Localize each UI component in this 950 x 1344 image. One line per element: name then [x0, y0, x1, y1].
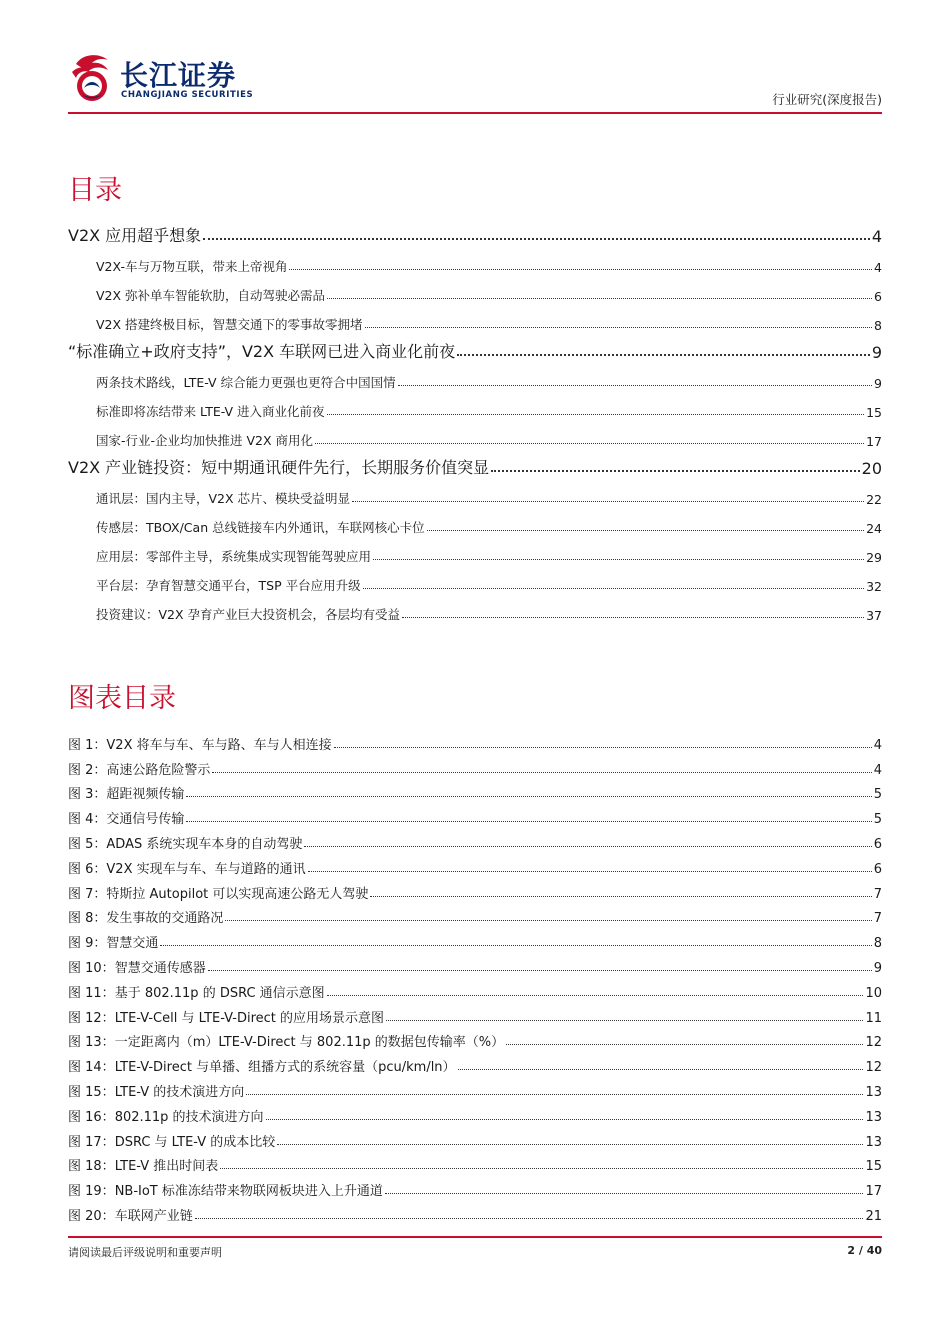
dot-leader	[195, 1218, 864, 1219]
figure-number: 图 7：	[68, 886, 107, 902]
figure-list-item[interactable]	[68, 1075, 882, 1100]
figure-caption: 智慧交通	[106, 936, 159, 952]
phoenix-logo-icon	[68, 50, 116, 106]
dot-leader	[506, 1044, 863, 1045]
figure-list-item[interactable]	[68, 877, 882, 902]
figure-list-item[interactable]	[68, 951, 882, 976]
report-type: 行业研究(深度报告)	[772, 92, 882, 107]
logo-chinese-name: 长江证券	[120, 59, 237, 92]
figure-number: 图 19：	[68, 1184, 115, 1200]
figure-page: 4	[873, 737, 882, 753]
figure-number: 图 14：	[68, 1060, 115, 1076]
toc-section-link[interactable]	[68, 217, 882, 246]
toc-entry-page: 6	[874, 289, 882, 304]
figure-page: 11	[865, 1010, 882, 1026]
dot-leader	[289, 269, 872, 270]
toc-entry-title: V2X 产业链投资：短中期通讯硬件先行，长期服务价值突显	[68, 458, 490, 477]
toc-section-link[interactable]	[68, 449, 882, 478]
dot-leader	[386, 1020, 863, 1021]
figure-caption: NB-IoT 标准冻结带来物联网板块进入上升通道	[114, 1184, 383, 1200]
dot-leader	[212, 772, 871, 773]
figure-caption: 高速公路危险警示	[106, 762, 211, 778]
toc-entry-title: 平台层：孕育智慧交通平台，TSP 平台应用升级	[96, 578, 361, 593]
figure-page: 10	[865, 985, 882, 1001]
dot-leader	[327, 414, 865, 415]
logo-english-name: CHANGJIANG SECURITIES	[121, 90, 254, 100]
figure-caption: 一定距离内（m）LTE-V-Direct 与 802.11p 的数据包传输率（%）	[114, 1035, 505, 1051]
toc-subsection-link[interactable]	[68, 536, 882, 565]
figure-list-item[interactable]	[68, 802, 882, 827]
dot-leader	[352, 501, 864, 502]
figure-list-item[interactable]	[68, 827, 882, 852]
figure-page: 12	[865, 1060, 882, 1076]
figure-caption: LTE-V 推出时间表	[114, 1159, 219, 1175]
figure-entry-label	[68, 1155, 218, 1174]
toc-subsection-link[interactable]	[68, 275, 882, 304]
toc-entry-page: 20	[861, 459, 882, 478]
figure-caption: 802.11p 的技术演进方向	[114, 1109, 264, 1125]
figure-list-item[interactable]	[68, 1125, 882, 1150]
figure-number: 图 9：	[68, 936, 107, 952]
figure-number: 图 13：	[68, 1035, 115, 1051]
toc-subsection-link[interactable]	[68, 362, 882, 391]
figure-list	[68, 728, 882, 1224]
figure-caption: LTE-V 的技术演进方向	[114, 1084, 245, 1100]
figure-number: 图 12：	[68, 1010, 115, 1026]
toc-subsection-link[interactable]	[68, 391, 882, 420]
toc-entry-page: 15	[866, 405, 882, 420]
dot-leader	[186, 821, 871, 822]
figure-list-item[interactable]	[68, 1199, 882, 1224]
figure-list-item[interactable]	[68, 778, 882, 803]
figure-entry-label	[68, 1056, 456, 1075]
figure-number: 图 20：	[68, 1208, 115, 1224]
figure-entry-label	[68, 759, 210, 778]
figure-entry-label	[68, 982, 325, 1001]
toc-subsection-link[interactable]	[68, 246, 882, 275]
figure-caption: 发生事故的交通路况	[106, 911, 224, 927]
toc-entry-title: 投资建议：V2X 孕育产业巨大投资机会，各层均有受益	[96, 607, 401, 622]
figure-list-item[interactable]	[68, 902, 882, 927]
toc-entry-page: 17	[866, 434, 882, 449]
figure-caption: LTE-V-Direct 与单播、组播方式的系统容量（pcu/km/ln）	[114, 1060, 456, 1076]
toc-entry-page: 9	[871, 343, 882, 362]
figure-page: 21	[865, 1208, 882, 1224]
toc-entry-title: 传感层：TBOX/Can 总线链接车内外通讯，车联网核心卡位	[96, 520, 425, 535]
dot-leader	[186, 796, 871, 797]
toc-entry-page: 37	[866, 608, 882, 623]
figure-entry-label	[68, 1007, 384, 1026]
dot-leader	[308, 871, 872, 872]
header-divider	[68, 112, 882, 114]
page-number: 2 / 40	[847, 1244, 882, 1257]
figure-entry-label	[68, 932, 158, 951]
toc-title: 目录	[68, 175, 122, 206]
toc-subsection-link[interactable]	[68, 565, 882, 594]
dot-leader	[458, 1069, 864, 1070]
figure-page: 9	[873, 960, 882, 976]
figure-caption: DSRC 与 LTE-V 的成本比较	[114, 1134, 276, 1150]
figure-list-item[interactable]	[68, 1026, 882, 1051]
figure-page: 7	[873, 911, 882, 927]
figure-caption: LTE-V-Cell 与 LTE-V-Direct 的应用场景示意图	[114, 1010, 385, 1026]
figure-entry-label	[68, 1205, 193, 1224]
toc-entry-page: 32	[866, 579, 882, 594]
figure-entry-label	[68, 783, 184, 802]
company-logo	[68, 48, 288, 108]
dot-leader	[160, 945, 871, 946]
figure-page: 6	[873, 836, 882, 852]
figure-entry-label	[68, 957, 206, 976]
figure-entry-label	[68, 1081, 244, 1100]
dot-leader	[208, 970, 872, 971]
figure-list-item[interactable]	[68, 1100, 882, 1125]
figure-caption: ADAS 系统实现车本身的自动驾驶	[106, 836, 303, 852]
figure-caption: 超距视频传输	[106, 787, 185, 803]
figure-page: 15	[865, 1159, 882, 1175]
figure-page: 13	[865, 1084, 882, 1100]
dot-leader	[266, 1119, 864, 1120]
figure-page: 17	[865, 1184, 882, 1200]
dot-leader	[225, 920, 871, 921]
figure-number: 图 15：	[68, 1084, 115, 1100]
figure-entry-label	[68, 808, 184, 827]
figure-list-item[interactable]	[68, 1050, 882, 1075]
toc-subsection-link[interactable]	[68, 507, 882, 536]
figure-list-item[interactable]	[68, 1174, 882, 1199]
toc-entry-page: 4	[874, 260, 882, 275]
figure-page: 13	[865, 1134, 882, 1150]
dot-leader	[398, 385, 872, 386]
dot-leader	[220, 1168, 863, 1169]
toc-subsection-link[interactable]	[68, 420, 882, 449]
figure-number: 图 11：	[68, 985, 115, 1001]
figure-list-item[interactable]	[68, 852, 882, 877]
figure-number: 图 8：	[68, 911, 107, 927]
figure-number: 图 16：	[68, 1109, 115, 1125]
toc-entry-page: 22	[866, 492, 882, 507]
dot-leader	[334, 747, 872, 748]
dot-leader	[370, 896, 871, 897]
figure-caption: 车联网产业链	[114, 1208, 193, 1224]
figure-number: 图 6：	[68, 861, 107, 877]
figure-number: 图 10：	[68, 960, 115, 976]
dot-leader	[373, 559, 864, 560]
dot-leader	[385, 1193, 864, 1194]
toc-subsection-link[interactable]	[68, 594, 882, 623]
figure-number: 图 18：	[68, 1159, 115, 1175]
figure-page: 5	[873, 787, 882, 803]
footer-disclaimer: 请阅读最后评级说明和重要声明	[68, 1246, 222, 1259]
figure-page: 4	[873, 762, 882, 778]
figure-number: 图 4：	[68, 812, 107, 828]
dot-leader	[402, 617, 864, 618]
toc-entry-title: 标准即将冻结带来 LTE-V 进入商业化前夜	[96, 404, 325, 419]
toc-entry-title: 应用层：零部件主导，系统集成实现智能驾驶应用	[96, 549, 372, 564]
toc-entry-title: 两条技术路线，LTE-V 综合能力更强也更符合中国国情	[96, 375, 396, 390]
dot-leader	[363, 588, 865, 589]
figure-list-item[interactable]	[68, 926, 882, 951]
figure-caption: 交通信号传输	[106, 812, 185, 828]
dot-leader	[327, 298, 872, 299]
figure-page: 12	[865, 1035, 882, 1051]
dot-leader	[315, 443, 864, 444]
figure-caption: 特斯拉 Autopilot 可以实现高速公路无人驾驶	[106, 886, 369, 902]
figure-number: 图 5：	[68, 836, 107, 852]
figure-list-item[interactable]	[68, 753, 882, 778]
toc-section-link[interactable]	[68, 333, 882, 362]
figure-entry-label	[68, 907, 223, 926]
toc-subsection-link[interactable]	[68, 478, 882, 507]
toc-entry-title: “标准确立+政府支持”，V2X 车联网已进入商业化前夜	[68, 342, 456, 361]
footer-divider	[68, 1236, 882, 1238]
figure-page: 7	[873, 886, 882, 902]
figure-entry-label	[68, 734, 332, 753]
figure-entry-label	[68, 858, 306, 877]
figure-caption: V2X 实现车与车、车与道路的通讯	[106, 861, 306, 877]
toc-entry-title: V2X 搭建终极目标，智慧交通下的零事故零拥堵	[96, 317, 363, 332]
dot-leader	[365, 327, 873, 328]
toc-entry-title: V2X-车与万物互联，带来上帝视角	[96, 259, 288, 274]
figure-number: 图 17：	[68, 1134, 115, 1150]
dot-leader	[457, 354, 870, 356]
toc-list	[68, 217, 882, 623]
toc-entry-title: V2X 应用超乎想象	[68, 226, 202, 245]
figure-page: 13	[865, 1109, 882, 1125]
figure-entry-label	[68, 883, 368, 902]
toc-entry-page: 4	[871, 227, 882, 246]
figure-caption: 智慧交通传感器	[114, 960, 206, 976]
dot-leader	[246, 1094, 863, 1095]
figure-page: 6	[873, 861, 882, 877]
page-header	[68, 48, 882, 114]
figure-entry-label	[68, 1106, 264, 1125]
toc-entry-page: 24	[866, 521, 882, 536]
figure-caption: 基于 802.11p 的 DSRC 通信示意图	[114, 985, 325, 1001]
figure-entry-label	[68, 1031, 504, 1050]
figure-list-title: 图表目录	[68, 683, 176, 714]
figure-entry-label	[68, 1180, 383, 1199]
figure-number: 图 1：	[68, 737, 107, 753]
figure-entry-label	[68, 1131, 275, 1150]
figure-number: 图 3：	[68, 787, 107, 803]
toc-entry-page: 8	[874, 318, 882, 333]
toc-entry-title: 国家-行业-企业均加快推进 V2X 商用化	[96, 433, 314, 448]
toc-subsection-link[interactable]	[68, 304, 882, 333]
figure-list-item[interactable]	[68, 1001, 882, 1026]
dot-leader	[277, 1144, 863, 1145]
dot-leader	[203, 238, 870, 240]
dot-leader	[327, 995, 864, 996]
figure-entry-label	[68, 833, 302, 852]
dot-leader	[304, 846, 871, 847]
dot-leader	[427, 530, 865, 531]
figure-number: 图 2：	[68, 762, 107, 778]
toc-entry-title: 通讯层：国内主导，V2X 芯片、模块受益明显	[96, 491, 351, 506]
figure-page: 5	[873, 812, 882, 828]
figure-page: 8	[873, 936, 882, 952]
figure-list-item[interactable]	[68, 728, 882, 753]
figure-caption: V2X 将车与车、车与路、车与人相连接	[106, 737, 332, 753]
toc-entry-page: 9	[874, 376, 882, 391]
toc-entry-title: V2X 弥补单车智能软肋，自动驾驶必需品	[96, 288, 326, 303]
toc-entry-page: 29	[866, 550, 882, 565]
dot-leader	[491, 470, 859, 472]
figure-list-item[interactable]	[68, 976, 882, 1001]
figure-list-item[interactable]	[68, 1150, 882, 1175]
